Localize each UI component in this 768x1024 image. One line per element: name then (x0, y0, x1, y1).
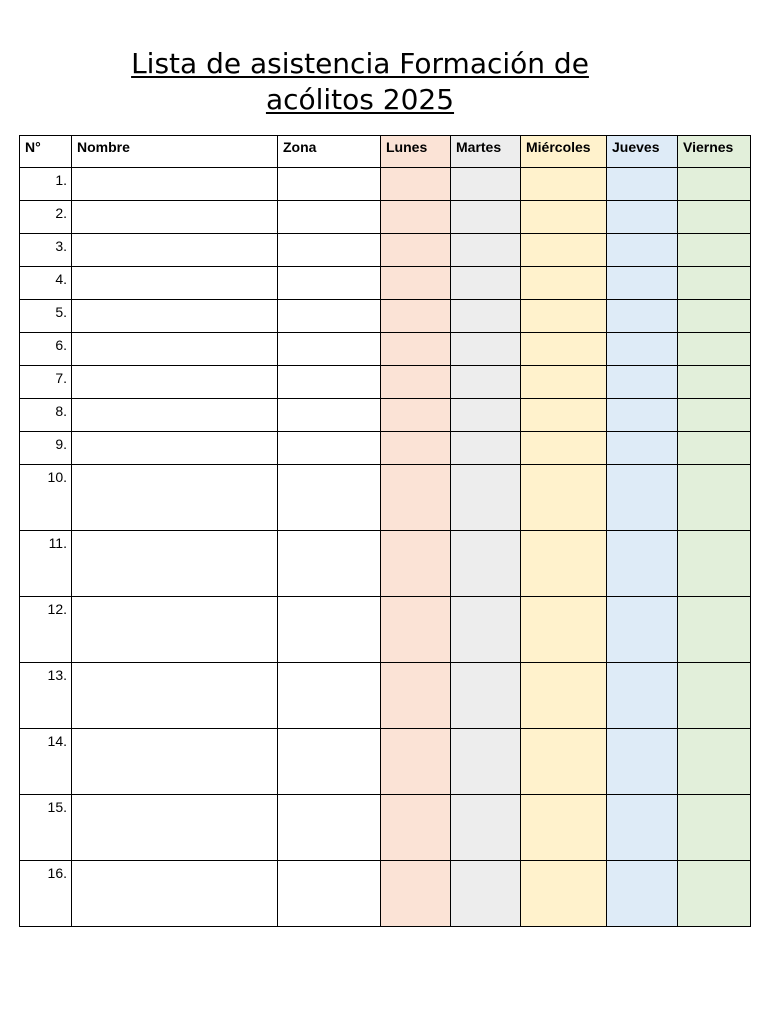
cell-6[interactable] (607, 333, 678, 366)
cell-3[interactable] (381, 861, 451, 927)
cell-1[interactable] (72, 399, 278, 432)
cell-1[interactable] (72, 300, 278, 333)
cell-1[interactable] (72, 234, 278, 267)
cell-6[interactable] (607, 729, 678, 795)
cell-5[interactable] (521, 531, 607, 597)
column-header-4: Martes (451, 136, 521, 168)
cell-2[interactable] (278, 465, 381, 531)
cell-2[interactable] (278, 861, 381, 927)
row-number: 15. (20, 795, 72, 861)
cell-6[interactable] (607, 300, 678, 333)
cell-7[interactable] (678, 432, 751, 465)
cell-2[interactable] (278, 168, 381, 201)
cell-5[interactable] (521, 465, 607, 531)
cell-3[interactable] (381, 465, 451, 531)
table-row (20, 366, 751, 399)
cell-7[interactable] (678, 861, 751, 927)
cell-2[interactable] (278, 333, 381, 366)
table-row (20, 861, 751, 927)
cell-7[interactable] (678, 267, 751, 300)
row-number: 14. (20, 729, 72, 795)
cell-2[interactable] (278, 201, 381, 234)
cell-1[interactable] (72, 432, 278, 465)
cell-3[interactable] (381, 597, 451, 663)
cell-6[interactable] (607, 531, 678, 597)
table-row (20, 267, 751, 300)
cell-4[interactable] (451, 300, 521, 333)
column-header-1: Nombre (72, 136, 278, 168)
cell-4[interactable] (451, 531, 521, 597)
cell-3[interactable] (381, 663, 451, 729)
cell-1[interactable] (72, 333, 278, 366)
table-body (20, 168, 751, 927)
cell-4[interactable] (451, 366, 521, 399)
row-number: 12. (20, 597, 72, 663)
cell-1[interactable] (72, 366, 278, 399)
row-number: 7. (20, 366, 72, 399)
cell-3[interactable] (381, 168, 451, 201)
cell-7[interactable] (678, 729, 751, 795)
cell-7[interactable] (678, 201, 751, 234)
cell-5[interactable] (521, 168, 607, 201)
cell-6[interactable] (607, 432, 678, 465)
document-title (80, 46, 640, 118)
table-row (20, 465, 751, 531)
row-number: 8. (20, 399, 72, 432)
column-header-7: Viernes (678, 136, 751, 168)
cell-5[interactable] (521, 663, 607, 729)
cell-7[interactable] (678, 663, 751, 729)
cell-7[interactable] (678, 795, 751, 861)
row-number: 11. (20, 531, 72, 597)
cell-1[interactable] (72, 597, 278, 663)
cell-5[interactable] (521, 366, 607, 399)
cell-2[interactable] (278, 729, 381, 795)
row-number: 2. (20, 201, 72, 234)
column-header-0: N° (20, 136, 72, 168)
cell-2[interactable] (278, 267, 381, 300)
cell-3[interactable] (381, 531, 451, 597)
column-header-3: Lunes (381, 136, 451, 168)
cell-6[interactable] (607, 234, 678, 267)
cell-6[interactable] (607, 795, 678, 861)
cell-1[interactable] (72, 267, 278, 300)
table-row (20, 168, 751, 201)
cell-3[interactable] (381, 201, 451, 234)
row-number: 6. (20, 333, 72, 366)
cell-5[interactable] (521, 201, 607, 234)
column-header-6: Jueves (607, 136, 678, 168)
cell-4[interactable] (451, 663, 521, 729)
cell-5[interactable] (521, 234, 607, 267)
cell-4[interactable] (451, 168, 521, 201)
cell-2[interactable] (278, 234, 381, 267)
cell-2[interactable] (278, 795, 381, 861)
title-line-2: acólitos 2025 (265, 83, 455, 116)
cell-7[interactable] (678, 597, 751, 663)
cell-7[interactable] (678, 333, 751, 366)
cell-4[interactable] (451, 399, 521, 432)
cell-5[interactable] (521, 267, 607, 300)
cell-3[interactable] (381, 300, 451, 333)
cell-4[interactable] (451, 465, 521, 531)
cell-1[interactable] (72, 201, 278, 234)
row-number: 4. (20, 267, 72, 300)
cell-3[interactable] (381, 399, 451, 432)
cell-6[interactable] (607, 663, 678, 729)
cell-6[interactable] (607, 399, 678, 432)
table-row (20, 729, 751, 795)
cell-4[interactable] (451, 729, 521, 795)
title-line-1: Lista de asistencia Formación de (131, 47, 589, 80)
cell-5[interactable] (521, 795, 607, 861)
cell-4[interactable] (451, 861, 521, 927)
cell-7[interactable] (678, 234, 751, 267)
cell-4[interactable] (451, 201, 521, 234)
table-row (20, 795, 751, 861)
cell-7[interactable] (678, 399, 751, 432)
cell-6[interactable] (607, 201, 678, 234)
cell-5[interactable] (521, 597, 607, 663)
cell-3[interactable] (381, 795, 451, 861)
cell-6[interactable] (607, 597, 678, 663)
cell-7[interactable] (678, 168, 751, 201)
cell-2[interactable] (278, 366, 381, 399)
cell-3[interactable] (381, 333, 451, 366)
cell-5[interactable] (521, 861, 607, 927)
cell-7[interactable] (678, 531, 751, 597)
column-header-2: Zona (278, 136, 381, 168)
cell-4[interactable] (451, 333, 521, 366)
cell-4[interactable] (451, 597, 521, 663)
cell-1[interactable] (72, 861, 278, 927)
table-row (20, 432, 751, 465)
cell-4[interactable] (451, 432, 521, 465)
cell-3[interactable] (381, 267, 451, 300)
cell-2[interactable] (278, 399, 381, 432)
cell-1[interactable] (72, 465, 278, 531)
cell-6[interactable] (607, 465, 678, 531)
table-row (20, 531, 751, 597)
row-number: 5. (20, 300, 72, 333)
cell-1[interactable] (72, 795, 278, 861)
attendance-table (19, 135, 751, 927)
cell-1[interactable] (72, 729, 278, 795)
table-row (20, 300, 751, 333)
table-row (20, 663, 751, 729)
cell-5[interactable] (521, 399, 607, 432)
cell-7[interactable] (678, 465, 751, 531)
table-row (20, 333, 751, 366)
cell-3[interactable] (381, 234, 451, 267)
cell-6[interactable] (607, 366, 678, 399)
cell-4[interactable] (451, 267, 521, 300)
cell-5[interactable] (521, 333, 607, 366)
table-row (20, 201, 751, 234)
cell-2[interactable] (278, 597, 381, 663)
table-row (20, 597, 751, 663)
row-number: 16. (20, 861, 72, 927)
cell-7[interactable] (678, 300, 751, 333)
cell-6[interactable] (607, 168, 678, 201)
row-number: 10. (20, 465, 72, 531)
row-number: 13. (20, 663, 72, 729)
cell-2[interactable] (278, 531, 381, 597)
row-number: 9. (20, 432, 72, 465)
cell-7[interactable] (678, 366, 751, 399)
cell-4[interactable] (451, 795, 521, 861)
cell-3[interactable] (381, 366, 451, 399)
cell-6[interactable] (607, 861, 678, 927)
cell-3[interactable] (381, 432, 451, 465)
table-row (20, 399, 751, 432)
row-number: 3. (20, 234, 72, 267)
cell-1[interactable] (72, 531, 278, 597)
cell-6[interactable] (607, 267, 678, 300)
cell-5[interactable] (521, 300, 607, 333)
row-number: 1. (20, 168, 72, 201)
cell-1[interactable] (72, 168, 278, 201)
cell-2[interactable] (278, 300, 381, 333)
column-header-5: Miércoles (521, 136, 607, 168)
cell-5[interactable] (521, 432, 607, 465)
cell-2[interactable] (278, 432, 381, 465)
cell-2[interactable] (278, 663, 381, 729)
cell-4[interactable] (451, 234, 521, 267)
cell-5[interactable] (521, 729, 607, 795)
cell-1[interactable] (72, 663, 278, 729)
header-row (20, 136, 751, 168)
table-row (20, 234, 751, 267)
cell-3[interactable] (381, 729, 451, 795)
